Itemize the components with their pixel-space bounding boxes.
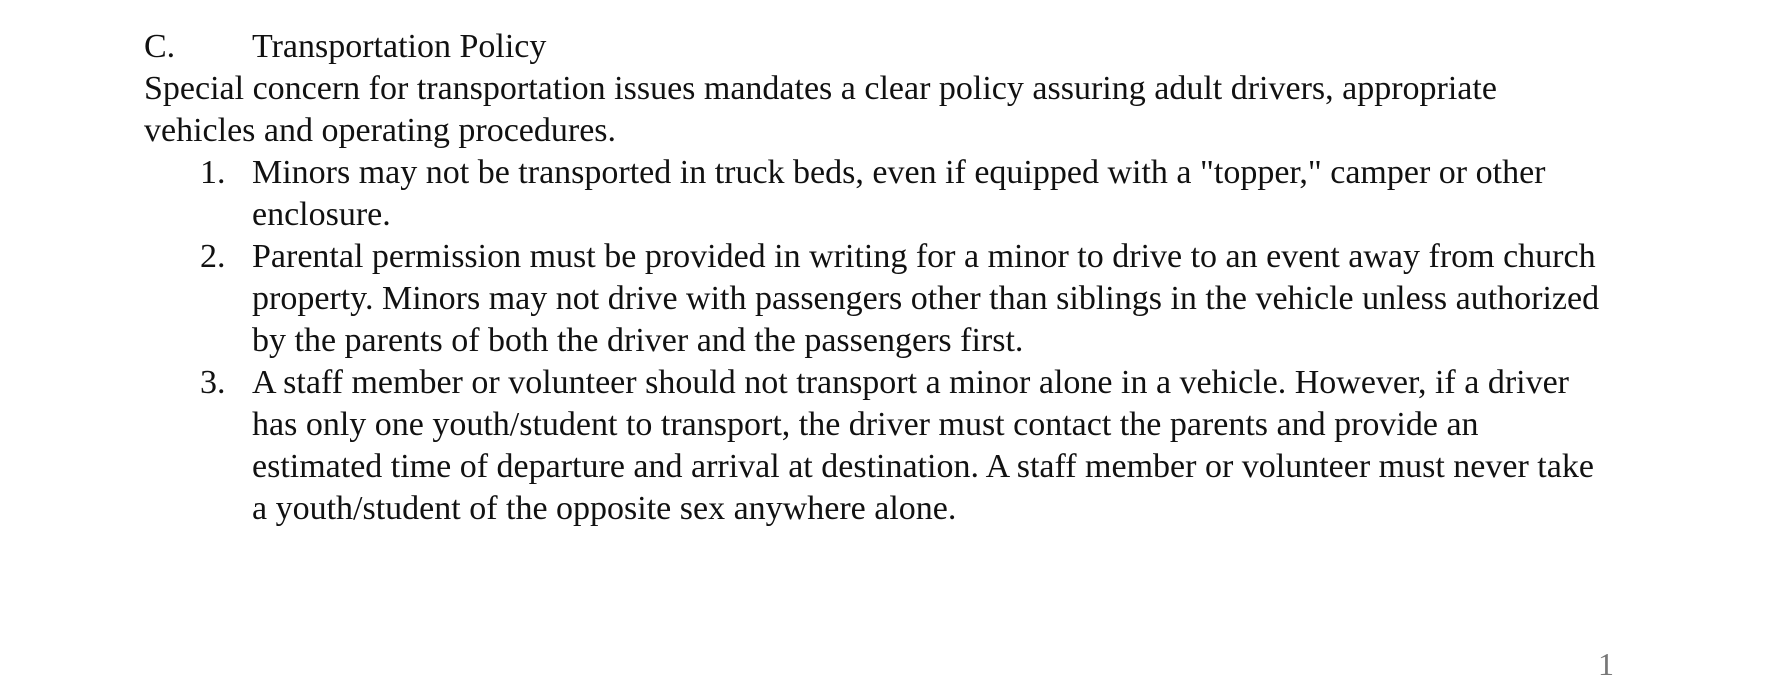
list-item-number: 2. [200,238,226,275]
list-item-number: 1. [200,154,226,191]
list-item-text: Parental permission must be provided in writing for a minor to drive to an event away from church property. Minors may not drive with passengers other than siblings in the vehicle unless authorized by the parents of both the driver and the passengers first. [252,238,1600,359]
section-title: Transportation Policy [252,28,547,65]
document-content [144,26,1624,530]
section-letter: C. [144,28,176,65]
list-item-number: 3. [200,364,226,401]
list-item [144,152,1624,236]
list-item-text: A staff member or volunteer should not transport a minor alone in a vehicle. However, if a driver has only one youth/student to transport, the driver must contact the parents and provide an estimated time of departure and arrival at destination. A staff member or volunteer must never take a youth/student of the opposite sex anywhere alone. [252,364,1594,527]
list-item [144,362,1624,530]
list-item-text: Minors may not be transported in truck beds, even if equipped with a "topper," camper or other enclosure. [252,154,1546,233]
section-heading [144,26,1624,68]
list-item [144,236,1624,362]
policy-list [144,152,1624,530]
intro-paragraph: Special concern for transportation issues mandates a clear policy assuring adult drivers, appropriate vehicles and operating procedures. [144,70,1497,149]
page-number: 1 [1598,646,1614,682]
